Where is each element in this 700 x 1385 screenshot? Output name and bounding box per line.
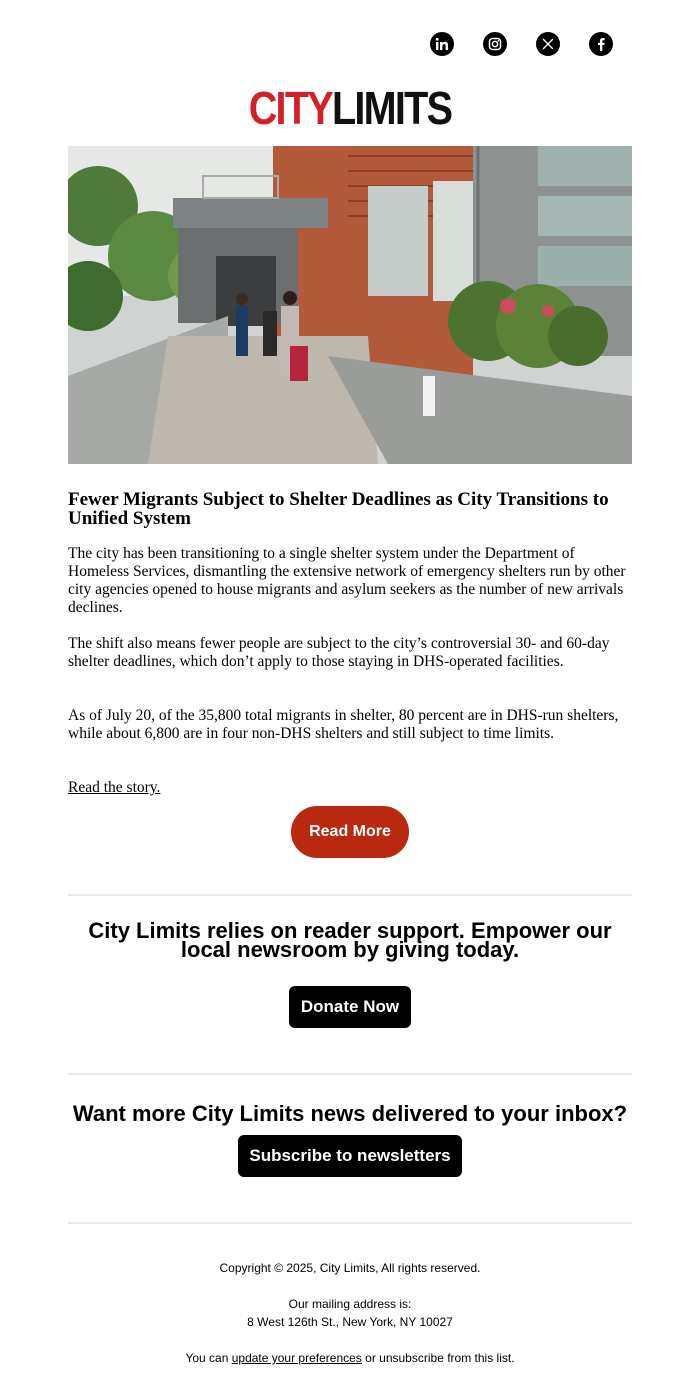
x-twitter-icon[interactable] <box>536 32 560 56</box>
update-preferences-link[interactable]: update your preferences <box>231 1351 362 1365</box>
logo-limits-text: LIMITS <box>331 82 452 134</box>
preferences-line <box>0 1350 700 1366</box>
subscribe-newsletters-button[interactable]: Subscribe to newsletters <box>238 1135 462 1177</box>
section-divider <box>68 894 632 896</box>
article-paragraph-1: The city has been transitioning to a single shelter system under the Department of Homeless Services, dismantling the extensive network of emergency shelters run by other city agencies opened to house migrants and asylum seekers as the number of new arrivals declines. <box>68 545 626 616</box>
mailing-address: 8 West 126th St., New York, NY 10027 <box>247 1315 453 1329</box>
newsletter-heading: Want more City Limits news delivered to your inbox? <box>72 1101 628 1126</box>
donate-now-button[interactable]: Donate Now <box>289 986 411 1028</box>
social-links <box>430 32 613 56</box>
section-divider <box>68 1073 632 1075</box>
read-story-link[interactable]: Read the story. <box>68 779 161 796</box>
section-divider <box>68 1222 632 1224</box>
article-paragraph-3: As of July 20, of the 35,800 total migrants in shelter, 80 percent are in DHS-run shelters, while about 6,800 are in four non-DHS shelters and still subject to time limits. <box>68 707 619 742</box>
preferences-prefix: You can <box>185 1351 229 1365</box>
read-more-button[interactable]: Read More <box>291 806 409 858</box>
article-headline[interactable]: Fewer Migrants Subject to Shelter Deadlines as City Transitions to Unified System <box>68 489 609 529</box>
hero-photo[interactable] <box>68 146 632 464</box>
instagram-icon[interactable] <box>483 32 507 56</box>
preferences-suffix: or unsubscribe from this list. <box>365 1351 515 1365</box>
support-message: City Limits relies on reader support. Empower our local newsroom by giving today. <box>88 918 612 962</box>
facebook-icon[interactable] <box>589 32 613 56</box>
article-paragraph-2: The shift also means fewer people are subject to the city’s controversial 30- and 60-day shelter deadlines, which don’t apply to those staying in DHS-operated facilities. <box>68 635 610 670</box>
linkedin-icon[interactable] <box>430 32 454 56</box>
copyright-text: Copyright © 2025, City Limits, All rights reserved. <box>219 1261 481 1275</box>
logo-city-text: CITY <box>248 82 332 134</box>
mailing-label: Our mailing address is: <box>288 1297 412 1311</box>
city-limits-logo[interactable] <box>49 82 651 134</box>
